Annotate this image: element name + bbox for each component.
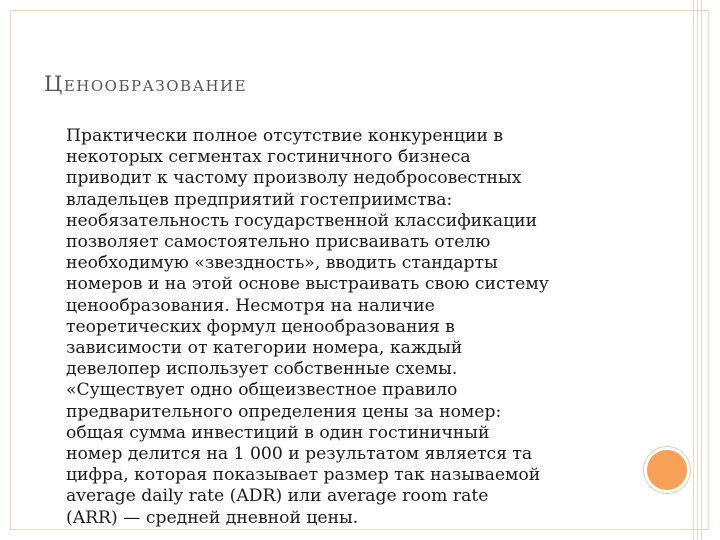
body-line: теоретических формул ценообразования в	[66, 316, 455, 337]
body-line: average daily rate (ADR) или average room rate	[66, 486, 489, 507]
body-line: Практически полное отсутствие конкуренции в	[66, 126, 504, 146]
body-line: (ARR) — средней дневной цены.	[66, 507, 359, 528]
body-line: приводит к частому произволу недобросовестных	[66, 168, 522, 189]
body-line: ценообразования. Несмотря на наличие	[66, 295, 435, 316]
body-text	[66, 126, 626, 529]
body-line: общая сумма инвестиций в один гостиничный	[66, 422, 490, 443]
body-line: позволяет самостоятельно присваивать отелю	[66, 232, 491, 253]
accent-circle-icon	[644, 447, 690, 493]
body-line: номер делится на 1 000 и результатом является та	[66, 444, 533, 465]
body-line: некоторых сегментах гостиничного бизнеса	[66, 147, 471, 168]
body-line: «Существует одно общеизвестное правило	[66, 380, 458, 401]
decorative-line	[697, 0, 698, 540]
body-line: предварительного определения цены за номер:	[66, 401, 502, 422]
slide-title: Ценообразование	[44, 72, 248, 96]
decorative-line	[693, 0, 694, 540]
body-line: цифра, которая показывает размер так называемой	[66, 465, 541, 486]
decorative-line	[701, 0, 702, 540]
body-line: необходимую «звездность», вводить стандарты	[66, 253, 498, 274]
body-line: девелопер использует собственные схемы.	[66, 359, 458, 380]
body-line: необязательность государственной классификации	[66, 210, 538, 231]
body-line: номеров и на этой основе выстраивать свою систему	[66, 274, 549, 295]
body-line: владельцев предприятий гостеприимства:	[66, 189, 453, 210]
body-line: зависимости от категории номера, каждый	[66, 338, 463, 359]
